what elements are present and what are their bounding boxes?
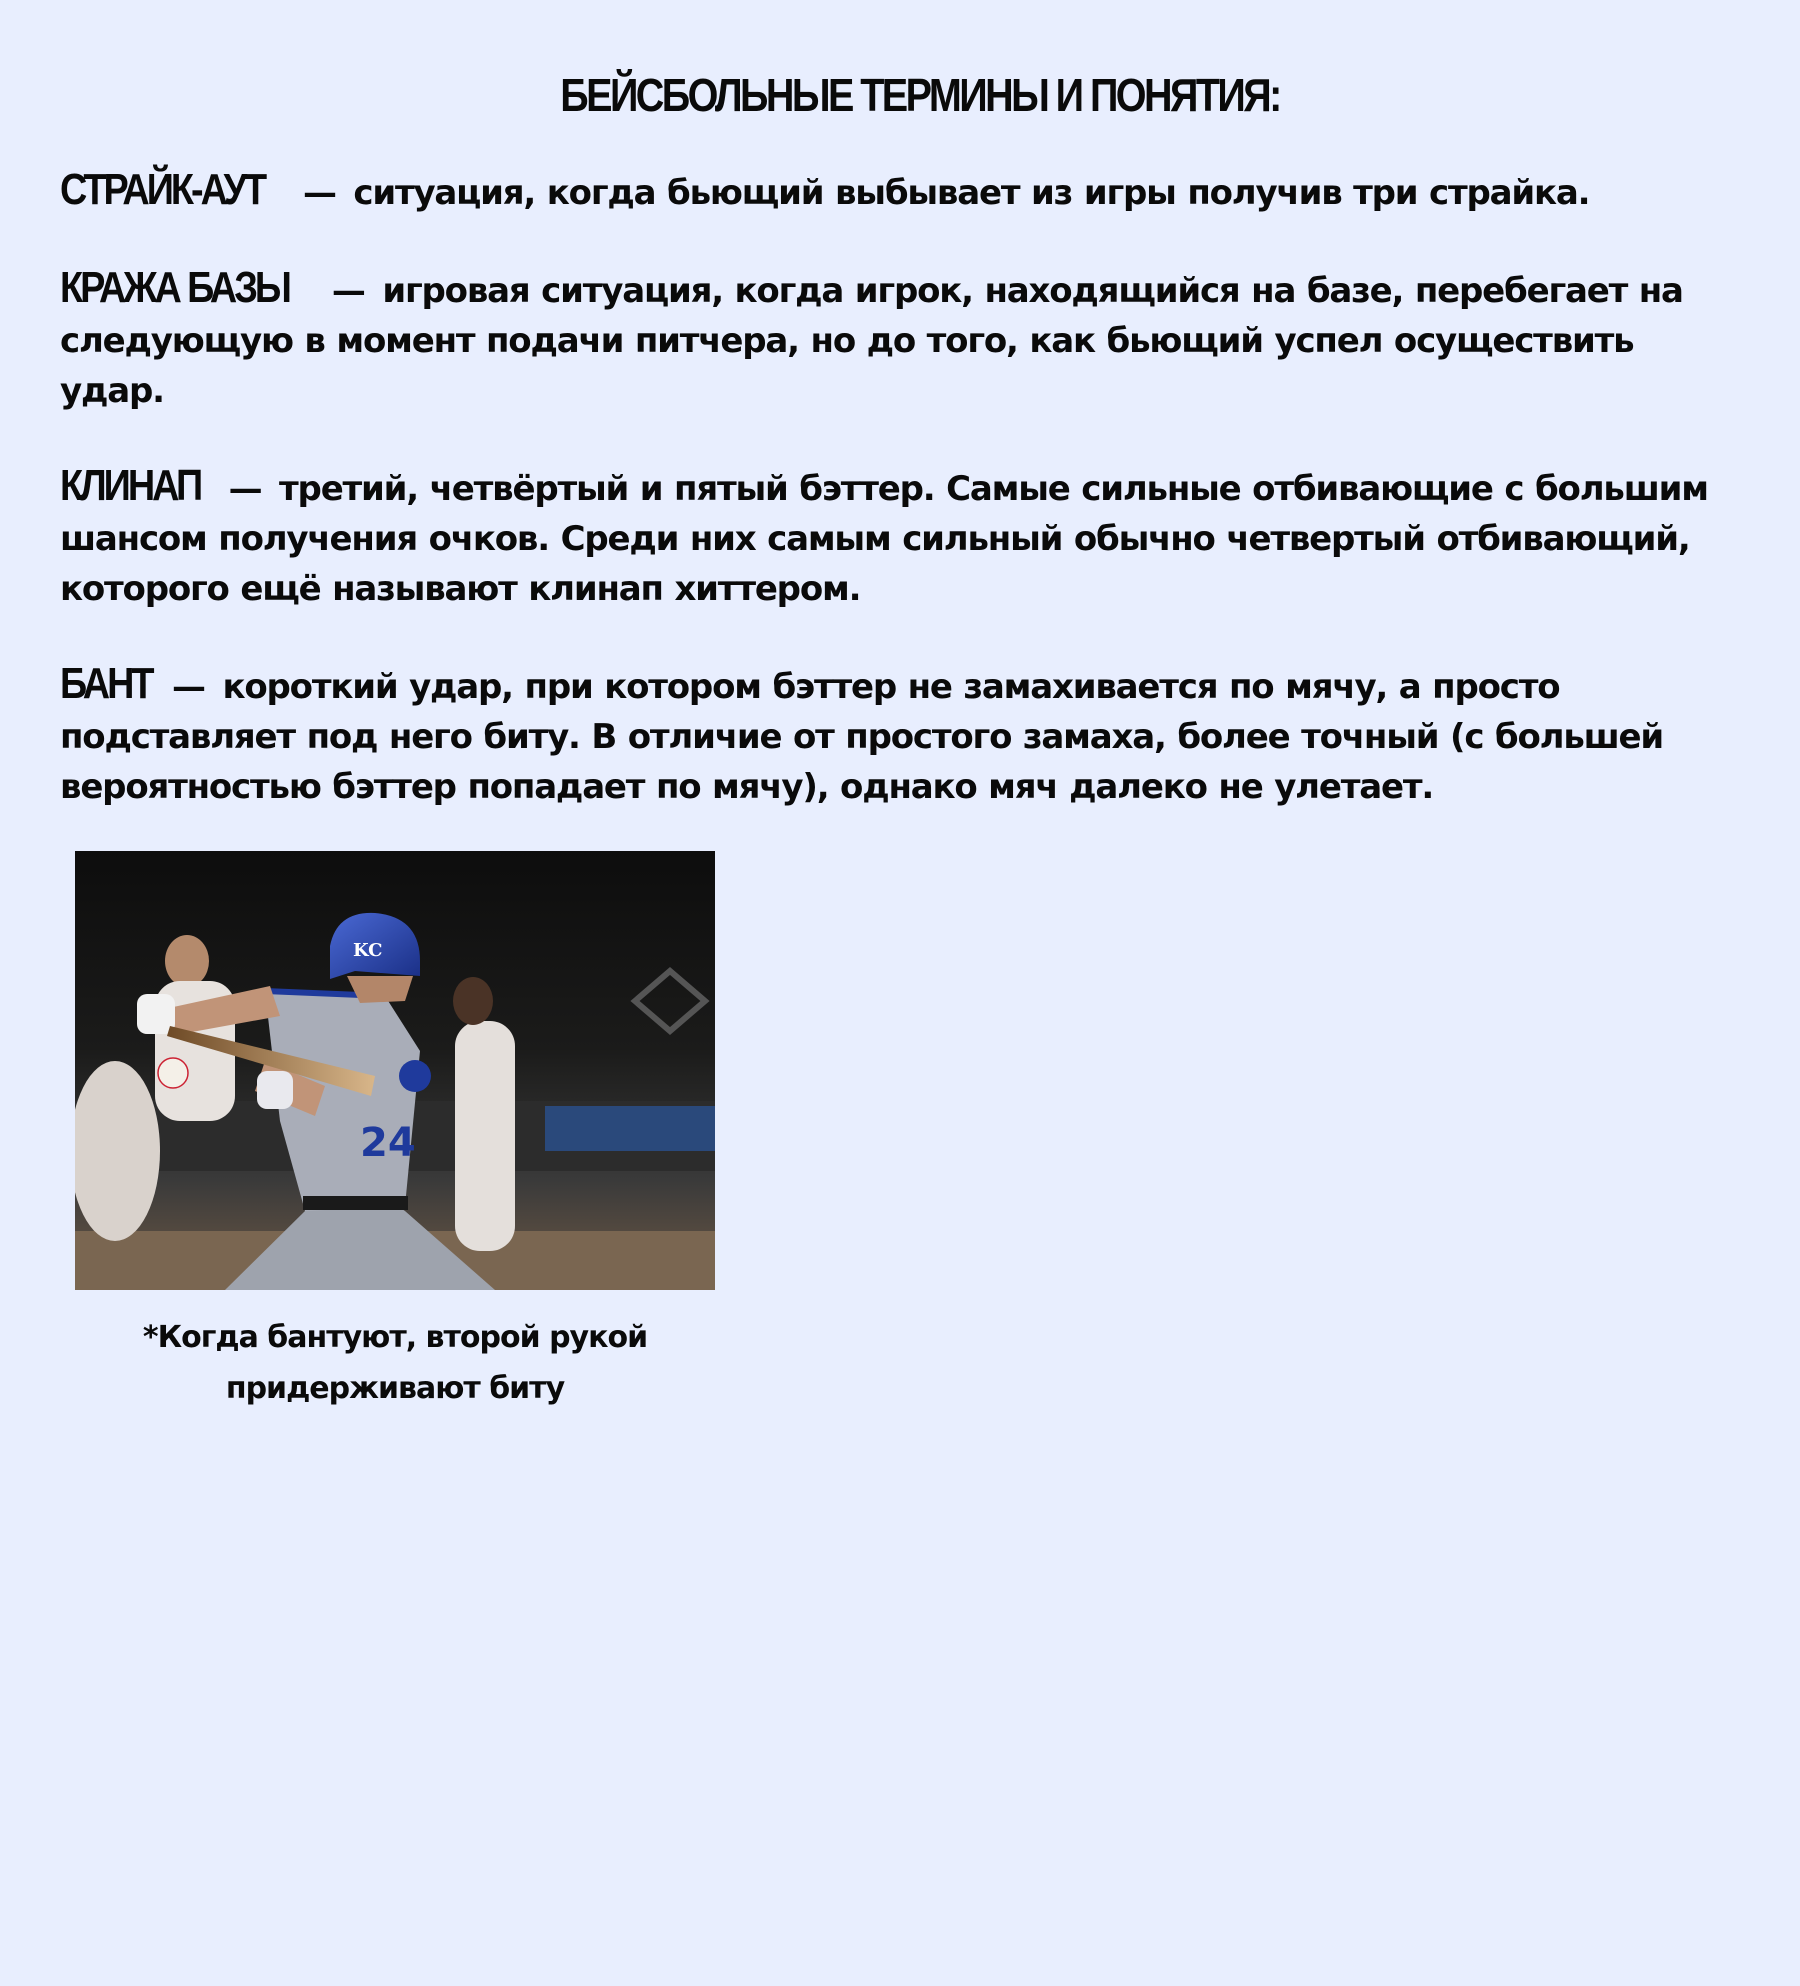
bunt-figure [75, 851, 715, 1414]
background-runner [455, 1021, 515, 1251]
terms-list [60, 165, 1710, 857]
background-player-head [165, 935, 209, 987]
photo-caption: *Когда бантуют, второй рукой придерживают биту [142, 1320, 648, 1406]
dugout-sign [545, 1106, 715, 1151]
term-definition: третий, четвёртый и пятый бэттер. Самые сильные отбивающие с большим шансом получения очков. Среди них самым сильный обычно четвертый отбивающий, которого ещё называют клинап хиттером. [60, 469, 1708, 609]
bunt-photo [75, 851, 715, 1290]
batting-glove-bottom [257, 1071, 293, 1109]
term-name: КЛИНАП [60, 461, 201, 510]
term-definition: игровая ситуация, когда игрок, находящийся на базе, перебегает на следующую в момент подачи питчера, но до того, как бьющий успел осуществить удар. [60, 271, 1683, 411]
page-title: БЕЙСБОЛЬНЫЕ ТЕРМИНЫ И ПОНЯТИЯ: [560, 69, 1280, 121]
jersey-patch [399, 1060, 431, 1092]
baseball [158, 1058, 188, 1088]
term-name: БАНТ [60, 659, 152, 708]
term-dash: — [228, 469, 262, 509]
helmet-logo: KC [353, 940, 383, 961]
term-stolen-base [60, 263, 1710, 416]
term-dash: — [302, 173, 336, 213]
background-runner-head [453, 977, 493, 1025]
term-definition: короткий удар, при котором бэттер не замахивается по мячу, а просто подставляет под него биту. В отличие от простого замаха, более точный (с большей вероятностью бэттер попадает по мячу), однако мяч далеко не улетает. [60, 667, 1664, 807]
term-definition: ситуация, когда бьющий выбывает из игры получив три страйка. [353, 173, 1590, 213]
jersey-number: 24 [360, 1120, 416, 1166]
term-name: КРАЖА БАЗЫ [60, 263, 289, 312]
batter-belt [303, 1196, 408, 1210]
batting-glove-top [137, 994, 175, 1034]
term-dash: — [172, 667, 205, 707]
term-name: СТРАЙК-АУТ [60, 165, 265, 214]
term-bunt [60, 659, 1710, 812]
term-dash: — [331, 271, 365, 311]
term-strikeout [60, 165, 1710, 218]
term-cleanup [60, 461, 1710, 614]
